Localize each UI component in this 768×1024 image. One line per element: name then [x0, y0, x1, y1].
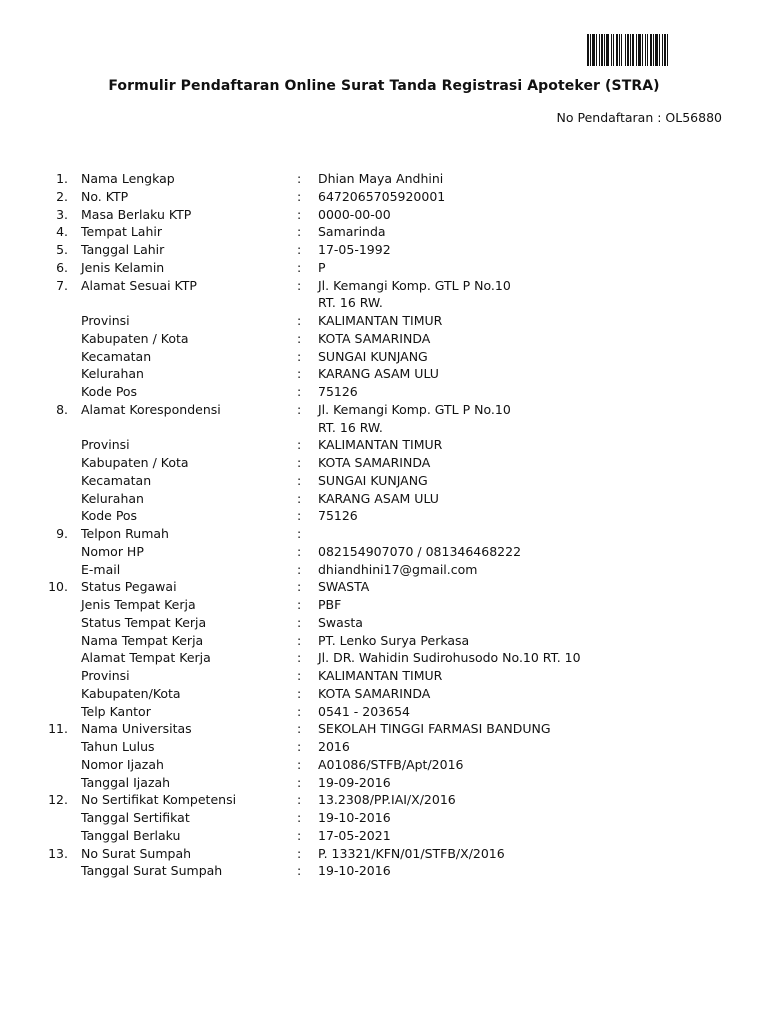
field-value: KALIMANTAN TIMUR [318, 437, 443, 453]
form-row [0, 436, 768, 454]
barcode-bar [592, 34, 595, 66]
field-separator: : [297, 632, 302, 648]
field-label: Jenis Kelamin [81, 259, 165, 275]
field-separator: : [297, 384, 302, 399]
field-separator: : [297, 508, 302, 524]
form-row [0, 596, 768, 614]
field-separator: : [297, 756, 302, 772]
row-number: 12. [48, 792, 68, 808]
form-row [0, 472, 768, 490]
field-separator: : [297, 668, 302, 683]
form-row [0, 170, 768, 188]
barcode-bar [625, 34, 626, 66]
row-number: 10. [48, 579, 68, 595]
form-row [0, 667, 768, 685]
row-number: 9. [56, 526, 68, 541]
field-separator: : [297, 330, 302, 346]
field-label: Kecamatan [81, 472, 152, 488]
field-value: 0541 - 203654 [318, 703, 410, 719]
field-separator: : [297, 526, 302, 541]
form-row [0, 277, 768, 295]
field-value: P. 13321/KFN/01/STFB/X/2016 [318, 845, 505, 861]
field-value: Jl. Kemangi Komp. GTL P No.10 [318, 401, 511, 417]
registration-number: No Pendaftaran : OL56880 [556, 110, 722, 125]
field-label: Provinsi [81, 437, 130, 453]
field-label: Kecamatan [81, 348, 152, 364]
field-value: 082154907070 / 081346468222 [318, 543, 522, 559]
field-label: Tanggal Surat Sumpah [81, 863, 223, 879]
barcode-bar [599, 34, 600, 66]
barcode-bar [650, 34, 652, 66]
form-row [0, 419, 768, 437]
field-label: Tahun Lulus [81, 739, 155, 754]
field-label: Kabupaten / Kota [81, 455, 189, 470]
field-separator: : [297, 597, 302, 612]
field-label: Jenis Tempat Kerja [81, 597, 196, 612]
form-row [0, 791, 768, 809]
barcode-bar [653, 34, 654, 66]
field-separator: : [297, 810, 302, 825]
field-separator: : [297, 313, 302, 328]
barcode-bar [587, 34, 589, 66]
row-number: 3. [56, 206, 68, 222]
barcode-bar [611, 34, 612, 66]
barcode-bar [647, 34, 648, 66]
form-row [0, 241, 768, 259]
field-value: RT. 16 RW. [318, 295, 383, 311]
form-row [0, 330, 768, 348]
field-value: Dhian Maya Andhini [318, 171, 444, 186]
form-row [0, 401, 768, 419]
field-label: E-mail [81, 561, 121, 577]
barcode-bar [596, 34, 597, 66]
field-label: Provinsi [81, 313, 130, 328]
form-row [0, 490, 768, 508]
field-value: SEKOLAH TINGGI FARMASI BANDUNG [318, 721, 551, 737]
field-separator: : [297, 721, 302, 737]
field-value: 0000-00-00 [318, 206, 391, 222]
form-row [0, 685, 768, 703]
field-value: KALIMANTAN TIMUR [318, 313, 443, 328]
form-row [0, 259, 768, 277]
form-fields [0, 170, 768, 880]
barcode-bar [616, 34, 618, 66]
field-label: Kabupaten / Kota [81, 330, 189, 346]
barcode-bar [638, 34, 641, 66]
field-label: Alamat Sesuai KTP [81, 277, 197, 293]
field-value: A01086/STFB/Apt/2016 [318, 756, 464, 772]
field-value: 75126 [318, 384, 358, 399]
field-value: 75126 [318, 508, 358, 524]
field-label: Telp Kantor [81, 703, 151, 719]
barcode-bar [664, 34, 666, 66]
field-separator: : [297, 561, 302, 577]
field-value: SWASTA [318, 579, 370, 595]
field-value: PBF [318, 597, 342, 612]
barcode-bar [655, 34, 658, 66]
barcode-bar [662, 34, 663, 66]
form-row [0, 578, 768, 596]
field-label: Nama Universitas [81, 721, 192, 737]
field-separator: : [297, 739, 302, 754]
form-row [0, 561, 768, 579]
field-value: KOTA SAMARINDA [318, 685, 431, 701]
form-row [0, 614, 768, 632]
row-number: 5. [56, 242, 68, 257]
field-value: Jl. Kemangi Komp. GTL P No.10 [318, 277, 511, 293]
barcode-bar [604, 34, 605, 66]
field-label: Status Tempat Kerja [81, 614, 207, 630]
field-value: 2016 [318, 739, 350, 754]
field-value: dhiandhini17@gmail.com [318, 561, 478, 577]
barcode-bar [659, 34, 660, 66]
field-separator: : [297, 827, 302, 843]
row-number: 1. [56, 171, 68, 186]
form-row [0, 738, 768, 756]
field-value: 6472065705920001 [318, 188, 446, 204]
field-label: Tanggal Sertifikat [81, 810, 190, 825]
form-row [0, 294, 768, 312]
field-label: Tanggal Lahir [81, 242, 165, 257]
field-label: Status Pegawai [81, 579, 177, 595]
form-row [0, 632, 768, 650]
field-value: Jl. DR. Wahidin Sudirohusodo No.10 RT. 10 [318, 650, 581, 666]
field-separator: : [297, 650, 302, 666]
field-label: Masa Berlaku KTP [81, 206, 192, 222]
field-separator: : [297, 224, 302, 240]
barcode-bar [627, 34, 629, 66]
field-separator: : [297, 366, 302, 382]
field-value: RT. 16 RW. [318, 419, 383, 435]
barcode-bar [645, 34, 646, 66]
field-separator: : [297, 845, 302, 861]
form-row [0, 845, 768, 863]
field-separator: : [297, 685, 302, 701]
field-value: KARANG ASAM ULU [318, 490, 439, 506]
field-label: Telpon Rumah [81, 526, 169, 541]
field-value: 19-10-2016 [318, 810, 391, 825]
barcode-bar [630, 34, 631, 66]
field-label: Tanggal Ijazah [81, 774, 171, 790]
field-separator: : [297, 490, 302, 506]
field-value: SUNGAI KUNJANG [318, 472, 428, 488]
field-value: 17-05-2021 [318, 827, 391, 843]
field-label: Nama Lengkap [81, 171, 175, 186]
row-number: 8. [56, 401, 68, 417]
field-label: No. KTP [81, 188, 129, 204]
field-separator: : [297, 703, 302, 719]
field-label: Kode Pos [81, 384, 138, 399]
field-separator: : [297, 792, 302, 808]
form-row [0, 809, 768, 827]
field-label: Nama Tempat Kerja [81, 632, 204, 648]
field-separator: : [297, 579, 302, 595]
form-row [0, 365, 768, 383]
field-label: No Surat Sumpah [81, 845, 192, 861]
field-value: P [318, 259, 326, 275]
row-number: 2. [56, 188, 68, 204]
barcode-bar [606, 34, 609, 66]
form-row [0, 756, 768, 774]
field-separator: : [297, 259, 302, 275]
barcode-bar [590, 34, 591, 66]
field-label: Kelurahan [81, 490, 144, 506]
form-row [0, 827, 768, 845]
field-label: Tanggal Berlaku [81, 827, 181, 843]
field-separator: : [297, 242, 302, 257]
field-label: Provinsi [81, 668, 130, 683]
field-value: 13.2308/PP.IAI/X/2016 [318, 792, 456, 808]
barcode-bar [621, 34, 622, 66]
field-separator: : [297, 348, 302, 364]
field-separator: : [297, 206, 302, 222]
barcode-bar [667, 34, 668, 66]
form-row [0, 862, 768, 880]
field-separator: : [297, 455, 302, 470]
document-title: Formulir Pendaftaran Online Surat Tanda Registrasi Apoteker (STRA) [108, 78, 660, 94]
barcode-bar [636, 34, 637, 66]
barcode-bar [619, 34, 620, 66]
field-separator: : [297, 863, 302, 879]
field-separator: : [297, 171, 302, 186]
form-row [0, 507, 768, 525]
form-row [0, 543, 768, 561]
form-row [0, 383, 768, 401]
form-row [0, 525, 768, 543]
field-value: KALIMANTAN TIMUR [318, 668, 443, 683]
barcode-bar [632, 34, 634, 66]
field-separator: : [297, 401, 302, 417]
field-label: Alamat Tempat Kerja [81, 650, 211, 666]
row-number: 11. [48, 721, 68, 737]
row-number: 4. [56, 224, 68, 240]
field-separator: : [297, 188, 302, 204]
field-label: Alamat Korespondensi [81, 401, 221, 417]
field-value: KOTA SAMARINDA [318, 455, 431, 470]
form-row [0, 703, 768, 721]
field-label: No Sertifikat Kompetensi [81, 792, 237, 808]
field-value: Swasta [318, 614, 363, 630]
field-label: Nomor Ijazah [81, 756, 164, 772]
field-separator: : [297, 543, 302, 559]
field-label: Kelurahan [81, 366, 144, 382]
field-label: Kabupaten/Kota [81, 685, 181, 701]
form-row [0, 223, 768, 241]
form-row [0, 454, 768, 472]
form-row [0, 649, 768, 667]
field-value: 19-10-2016 [318, 863, 391, 879]
row-number: 6. [56, 259, 68, 275]
field-label: Nomor HP [81, 543, 144, 559]
field-value: Samarinda [318, 224, 386, 240]
form-row [0, 720, 768, 738]
form-row [0, 774, 768, 792]
barcode-bar [601, 34, 603, 66]
row-number: 13. [48, 845, 68, 861]
barcode-bar [613, 34, 614, 66]
form-row [0, 206, 768, 224]
form-row [0, 312, 768, 330]
field-value: KOTA SAMARINDA [318, 330, 431, 346]
field-label: Tempat Lahir [81, 224, 163, 240]
field-value: 19-09-2016 [318, 774, 391, 790]
form-row [0, 348, 768, 366]
barcode-bar [642, 34, 643, 66]
field-value: SUNGAI KUNJANG [318, 348, 428, 364]
form-row [0, 188, 768, 206]
field-separator: : [297, 277, 302, 293]
field-separator: : [297, 472, 302, 488]
row-number: 7. [56, 277, 68, 293]
field-value: PT. Lenko Surya Perkasa [318, 632, 470, 648]
field-value: KARANG ASAM ULU [318, 366, 439, 382]
barcode-image [587, 34, 711, 66]
field-value: 17-05-1992 [318, 242, 391, 257]
field-separator: : [297, 774, 302, 790]
field-label: Kode Pos [81, 508, 138, 524]
field-separator: : [297, 614, 302, 630]
field-separator: : [297, 437, 302, 453]
